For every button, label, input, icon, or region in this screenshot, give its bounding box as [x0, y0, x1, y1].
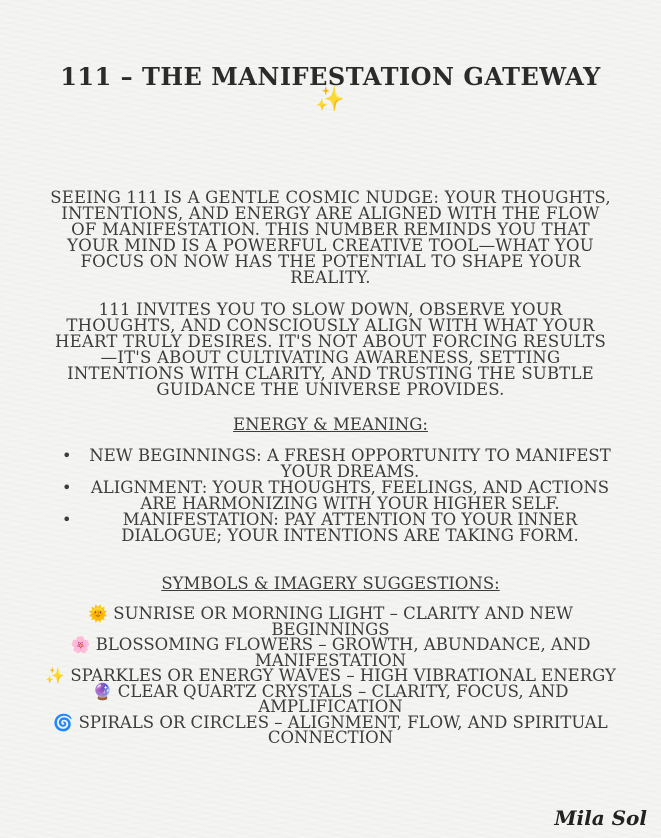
list-item-text: NEW BEGINNINGS: A FRESH OPPORTUNITY TO MANIFEST YOUR DREAMS. [89, 446, 611, 481]
symbol-item [40, 606, 621, 637]
list-item [56, 448, 616, 480]
symbol-text: CLEAR QUARTZ CRYSTALS – CLARITY, FOCUS, AND AMPLIFICATION [117, 681, 569, 716]
crystal-ball-icon: 🔮 [92, 681, 113, 701]
bullet-icon: • [62, 478, 72, 497]
symbol-text: SPARKLES OR ENERGY WAVES – HIGH VIBRATIONAL ENERGY [70, 666, 616, 685]
symbol-text: SPIRALS OR CIRCLES – ALIGNMENT, FLOW, AND SPIRITUAL CONNECTION [78, 712, 608, 747]
list-item-text: ALIGNMENT: YOUR THOUGHTS, FEELINGS, AND ACTIONS ARE HARMONIZING WITH YOUR HIGHER SELF. [90, 478, 610, 513]
second-paragraph: 111 INVITES YOU TO SLOW DOWN, OBSERVE YOUR THOUGHTS, AND CONSCIOUSLY ALIGN WITH WHAT YOUR HEART TRULY DESIRES. IT'S NOT ABOUT FORCING RESULTS—IT'S ABOUT CULTIVATING AWARENESS, SETTING INTENTIONS WITH CLARITY, AND TRUSTING THE SUBTLE GUIDANCE THE UNIVERSE PROVIDES. [55, 300, 606, 399]
page-title: 111 – THE MANIFESTATION GATEWAY ✨ [60, 62, 601, 113]
bullet-icon: • [62, 510, 72, 529]
spiral-icon: 🌀 [53, 712, 74, 732]
symbol-item [40, 712, 621, 747]
symbols-heading: SYMBOLS & IMAGERY SUGGESTIONS: [161, 574, 500, 593]
symbol-text: SUNRISE OR MORNING LIGHT – CLARITY AND NEW BEGINNINGS [113, 604, 573, 639]
list-item [56, 480, 616, 512]
sun-icon: 🌞 [88, 604, 108, 623]
symbol-text: BLOSSOMING FLOWERS – GROWTH, ABUNDANCE, AND MANIFESTATION [95, 635, 591, 670]
intro-paragraph: SEEING 111 IS A GENTLE COSMIC NUDGE: YOUR THOUGHTS, INTENTIONS, AND ENERGY ARE ALIGNED WITH THE FLOW OF MANIFESTATION. THIS NUMBER REMINDS YOU THAT YOUR MIND IS A POWERFUL CREATIVE TOOL—WHAT YOU FOCUS ON NOW HAS THE POTENTIAL TO SHAPE YOUR REALITY. [50, 188, 611, 287]
bullet-icon: • [62, 446, 72, 465]
list-item [56, 512, 616, 544]
blossom-icon: 🌸 [70, 635, 91, 654]
energy-list [56, 448, 616, 544]
symbol-item [40, 637, 621, 668]
energy-meaning-heading: ENERGY & MEANING: [233, 415, 428, 434]
author-signature: Mila Sol [554, 806, 647, 830]
symbol-item [40, 681, 621, 716]
sparkles-icon: ✨ [45, 666, 66, 685]
list-item-text: MANIFESTATION: PAY ATTENTION TO YOUR INNER DIALOGUE; YOUR INTENTIONS ARE TAKING FORM. [121, 510, 579, 545]
symbols-list [40, 606, 621, 746]
